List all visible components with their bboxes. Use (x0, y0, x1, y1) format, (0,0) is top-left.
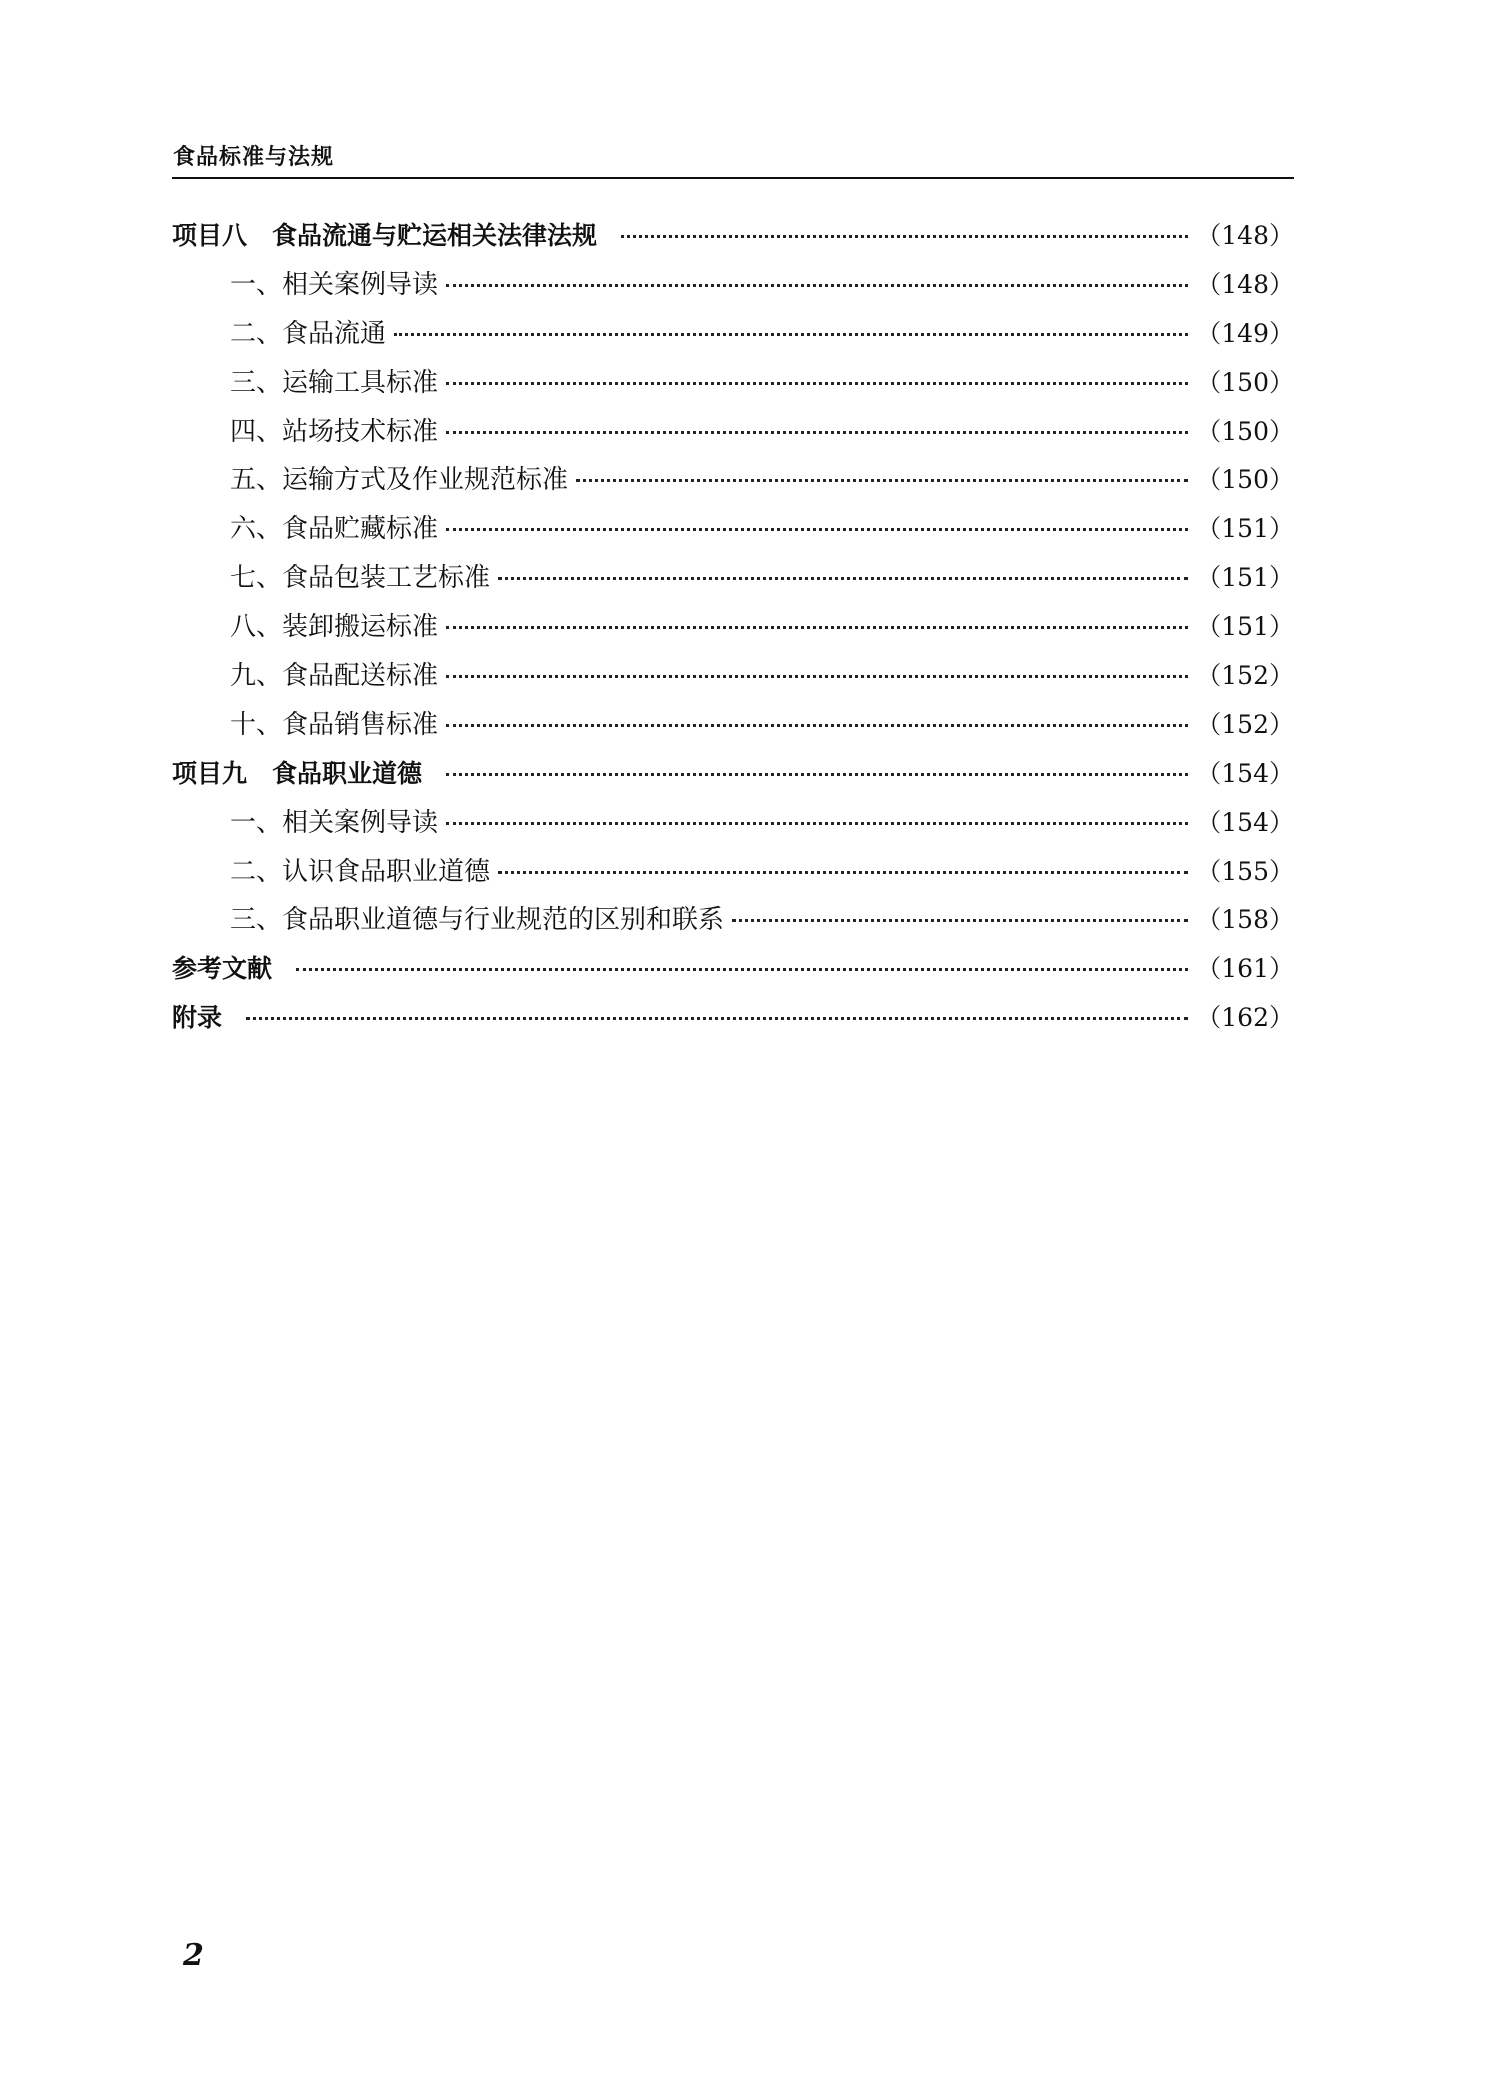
dot-leader (246, 1017, 1188, 1020)
toc-entry-title: 三、食品职业道德与行业规范的区别和联系 (230, 905, 725, 936)
toc-subsection-entry (172, 261, 1294, 310)
toc-subsection-entry (172, 799, 1294, 848)
page-number: 2 (183, 1938, 204, 1973)
toc-subsection-entry (172, 408, 1294, 457)
toc-entry-page-number: （152） (1196, 709, 1294, 739)
toc-section-entry (172, 945, 1294, 994)
toc-entry-page-number: （152） (1196, 661, 1294, 691)
toc-entry-page-number: （158） (1196, 905, 1294, 935)
toc-entry-title: 参考文献 (172, 954, 273, 984)
toc-entry-title: 项目九 食品职业道德 (172, 758, 423, 788)
toc-entry-title: 十、食品销售标准 (230, 709, 439, 740)
toc-entry-title: 五、运输方式及作业规范标准 (230, 465, 569, 496)
toc-entry-page-number: （151） (1196, 612, 1294, 642)
dot-leader (446, 431, 1188, 434)
dot-leader (498, 871, 1188, 874)
running-header: 食品标准与法规 (173, 145, 335, 170)
header-rule (172, 177, 1294, 179)
dot-leader (296, 968, 1188, 971)
toc-entry-page-number: （150） (1196, 416, 1294, 446)
toc-entry-page-number: （155） (1196, 856, 1294, 886)
toc-entry-page-number: （150） (1196, 367, 1294, 397)
dot-leader (498, 577, 1188, 580)
dot-leader (446, 528, 1188, 531)
toc-entry-page-number: （151） (1196, 563, 1294, 593)
dot-leader (446, 284, 1188, 287)
toc-section-entry (172, 994, 1294, 1043)
toc-entry-page-number: （154） (1196, 758, 1294, 788)
toc-entry-title: 三、运输工具标准 (230, 367, 439, 398)
toc-subsection-entry (172, 456, 1294, 505)
toc-section-entry (172, 212, 1294, 261)
toc-subsection-entry (172, 848, 1294, 897)
dot-leader (446, 773, 1188, 776)
toc-entry-title: 九、食品配送标准 (230, 661, 439, 692)
toc-entry-title: 二、食品流通 (230, 318, 387, 349)
toc-subsection-entry (172, 896, 1294, 945)
toc-entry-page-number: （149） (1196, 318, 1294, 348)
toc-entry-page-number: （161） (1196, 954, 1294, 984)
toc-entry-page-number: （154） (1196, 807, 1294, 837)
toc-entry-page-number: （150） (1196, 465, 1294, 495)
dot-leader (576, 479, 1188, 482)
toc-subsection-entry (172, 603, 1294, 652)
toc-subsection-entry (172, 359, 1294, 408)
dot-leader (446, 724, 1188, 727)
toc-subsection-entry (172, 554, 1294, 603)
dot-leader (394, 333, 1188, 336)
dot-leader (732, 919, 1188, 922)
toc-entry-title: 七、食品包装工艺标准 (230, 563, 491, 594)
toc-entry-title: 二、认识食品职业道德 (230, 856, 491, 887)
toc-subsection-entry (172, 652, 1294, 701)
dot-leader (621, 235, 1188, 238)
toc-entry-title: 八、装卸搬运标准 (230, 612, 439, 643)
toc-entry-title: 项目八 食品流通与贮运相关法律法规 (172, 221, 598, 250)
toc-subsection-entry (172, 701, 1294, 750)
toc-entry-page-number: （148） (1196, 269, 1294, 299)
table-of-contents (172, 212, 1294, 1043)
toc-entry-title: 一、相关案例导读 (230, 269, 439, 300)
toc-entry-page-number: （162） (1196, 1003, 1294, 1033)
toc-entry-page-number: （151） (1196, 514, 1294, 544)
toc-entry-title: 四、站场技术标准 (230, 416, 439, 447)
toc-entry-title: 附录 (172, 1003, 223, 1033)
dot-leader (446, 626, 1188, 629)
toc-subsection-entry (172, 505, 1294, 554)
dot-leader (446, 382, 1188, 385)
toc-subsection-entry (172, 310, 1294, 359)
toc-entry-title: 一、相关案例导读 (230, 807, 439, 838)
toc-section-entry (172, 750, 1294, 799)
dot-leader (446, 822, 1188, 825)
dot-leader (446, 675, 1188, 678)
toc-entry-page-number: （148） (1196, 221, 1294, 250)
toc-entry-title: 六、食品贮藏标准 (230, 514, 439, 545)
